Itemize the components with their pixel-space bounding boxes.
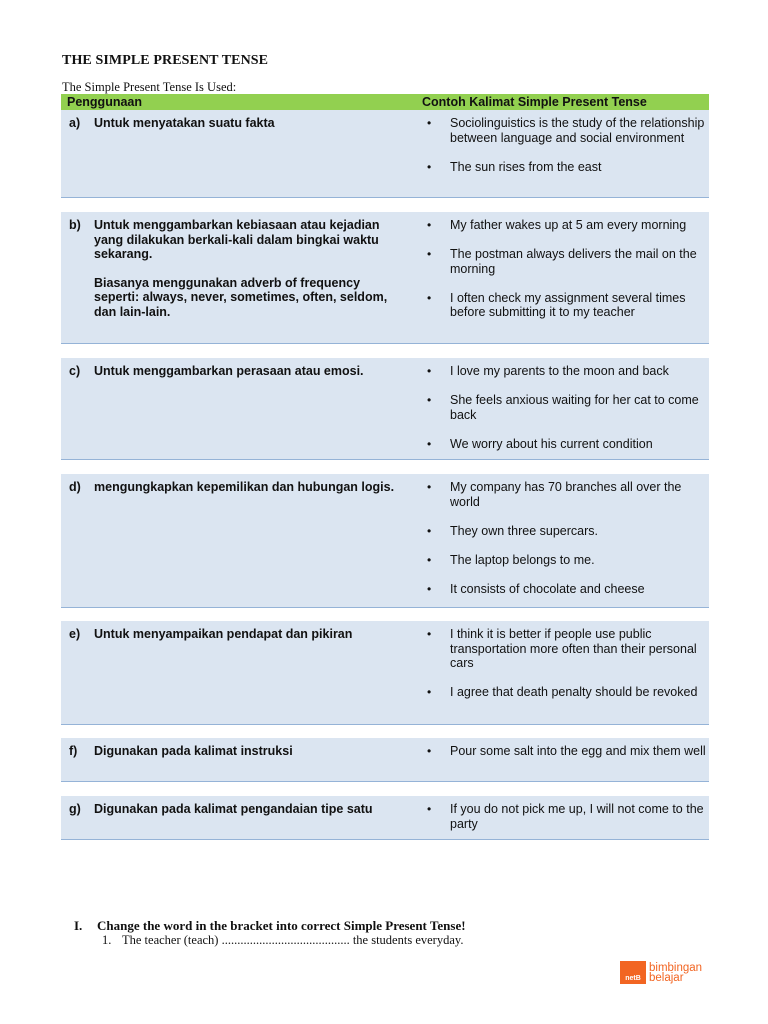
usage-cell bbox=[69, 364, 399, 379]
exercise-numeral: I. bbox=[74, 918, 83, 933]
table-row bbox=[61, 110, 709, 198]
row-letter: a) bbox=[69, 116, 81, 130]
list-item: • She feels anxious waiting for her cat to come back bbox=[421, 393, 707, 422]
item-text: The teacher (teach) ......................................... the students everyday. bbox=[122, 933, 464, 947]
table-row bbox=[61, 796, 709, 840]
list-item: • The postman always delivers the mail on the morning bbox=[421, 247, 707, 276]
usage-text: Digunakan pada kalimat pengandaian tipe satu bbox=[94, 802, 373, 816]
bullet-icon: • bbox=[427, 364, 432, 378]
usage-text: Untuk menyampaikan pendapat dan pikiran bbox=[94, 627, 353, 641]
exercise-heading bbox=[74, 918, 466, 934]
bullet-icon: • bbox=[427, 218, 432, 232]
table-row bbox=[61, 474, 709, 608]
row-letter: c) bbox=[69, 364, 81, 378]
usage-cell bbox=[69, 744, 399, 759]
brand-logo bbox=[620, 961, 702, 984]
examples-cell bbox=[421, 802, 707, 846]
item-number: 1. bbox=[102, 933, 112, 947]
bullet-icon: • bbox=[427, 159, 432, 174]
usage-note: Biasanya menggunakan adverb of frequency seperti: always, never, sometimes, often, seldom, dan lain-lain. bbox=[94, 275, 388, 319]
list-item: • I agree that death penalty should be revoked bbox=[421, 685, 707, 700]
usage-cell bbox=[69, 116, 399, 131]
usage-text: mengungkapkan kepemilikan dan hubungan logis. bbox=[94, 480, 395, 494]
usage-text: Untuk menggambarkan perasaan atau emosi. bbox=[94, 364, 364, 378]
header-examples: Contoh Kalimat Simple Present Tense bbox=[422, 94, 647, 109]
list-item: • They own three supercars. bbox=[421, 524, 707, 539]
bullet-icon: • bbox=[427, 744, 432, 758]
list-item: • Pour some salt into the egg and mix them well bbox=[421, 744, 707, 759]
usage-text: Untuk menggambarkan kebiasaan atau kejadian yang dilakukan berkali-kali dalam bingkai waktu sekarang. bbox=[94, 218, 380, 262]
logo-line2: belajar bbox=[649, 971, 684, 984]
page-title: THE SIMPLE PRESENT TENSE bbox=[62, 53, 269, 68]
row-letter: f) bbox=[69, 744, 78, 758]
list-item: • We worry about his current condition bbox=[421, 437, 707, 452]
usage-cell bbox=[69, 627, 399, 642]
header-usage: Penggunaan bbox=[67, 94, 143, 109]
list-item: • The sun rises from the east bbox=[421, 160, 707, 175]
logo-mark: netB bbox=[620, 961, 646, 984]
bullet-icon: • bbox=[427, 247, 432, 262]
intro-text: The Simple Present Tense Is Used: bbox=[62, 80, 237, 94]
exercise-item bbox=[102, 933, 463, 948]
bullet-icon: • bbox=[427, 290, 432, 305]
list-item: • My father wakes up at 5 am every morning bbox=[421, 218, 707, 233]
bullet-icon: • bbox=[427, 523, 432, 538]
bullet-icon: • bbox=[427, 116, 432, 130]
examples-cell bbox=[421, 364, 707, 466]
list-item: • It consists of chocolate and cheese bbox=[421, 582, 707, 597]
exercise-instruction: Change the word in the bracket into correct Simple Present Tense! bbox=[97, 918, 466, 933]
examples-cell bbox=[421, 218, 707, 334]
usage-text: Digunakan pada kalimat instruksi bbox=[94, 744, 293, 758]
list-item: • The laptop belongs to me. bbox=[421, 553, 707, 568]
list-item: • My company has 70 branches all over the world bbox=[421, 480, 707, 509]
examples-cell bbox=[421, 627, 707, 714]
row-letter: d) bbox=[69, 480, 81, 494]
examples-cell bbox=[421, 744, 707, 773]
bullet-icon: • bbox=[427, 627, 432, 641]
table-row bbox=[61, 621, 709, 725]
bullet-icon: • bbox=[427, 436, 432, 451]
bullet-icon: • bbox=[427, 393, 432, 408]
row-letter: g) bbox=[69, 802, 81, 816]
usage-cell bbox=[69, 218, 399, 320]
table-header bbox=[61, 94, 709, 110]
bullet-icon: • bbox=[427, 581, 432, 596]
table-row bbox=[61, 358, 709, 460]
logo-line1: bimbingan bbox=[649, 961, 703, 974]
row-letter: e) bbox=[69, 627, 81, 641]
table-row bbox=[61, 738, 709, 782]
usage-table bbox=[61, 94, 709, 831]
row-letter: b) bbox=[69, 218, 81, 232]
list-item: • If you do not pick me up, I will not come to the party bbox=[421, 802, 707, 831]
bullet-icon: • bbox=[427, 685, 432, 700]
list-item: • I love my parents to the moon and back bbox=[421, 364, 707, 379]
usage-cell bbox=[69, 480, 399, 495]
bullet-icon: • bbox=[427, 480, 432, 494]
bullet-icon: • bbox=[427, 552, 432, 567]
list-item: • I think it is better if people use public transportation more often than their personal cars bbox=[421, 627, 707, 671]
examples-cell bbox=[421, 116, 707, 189]
bullet-icon: • bbox=[427, 802, 432, 816]
list-item: • Sociolinguistics is the study of the relationship between language and social environment bbox=[421, 116, 707, 145]
usage-cell bbox=[69, 802, 399, 817]
table-row bbox=[61, 212, 709, 344]
list-item: • I often check my assignment several times before submitting it to my teacher bbox=[421, 291, 707, 320]
usage-text: Untuk menyatakan suatu fakta bbox=[94, 116, 275, 130]
examples-cell bbox=[421, 480, 707, 611]
